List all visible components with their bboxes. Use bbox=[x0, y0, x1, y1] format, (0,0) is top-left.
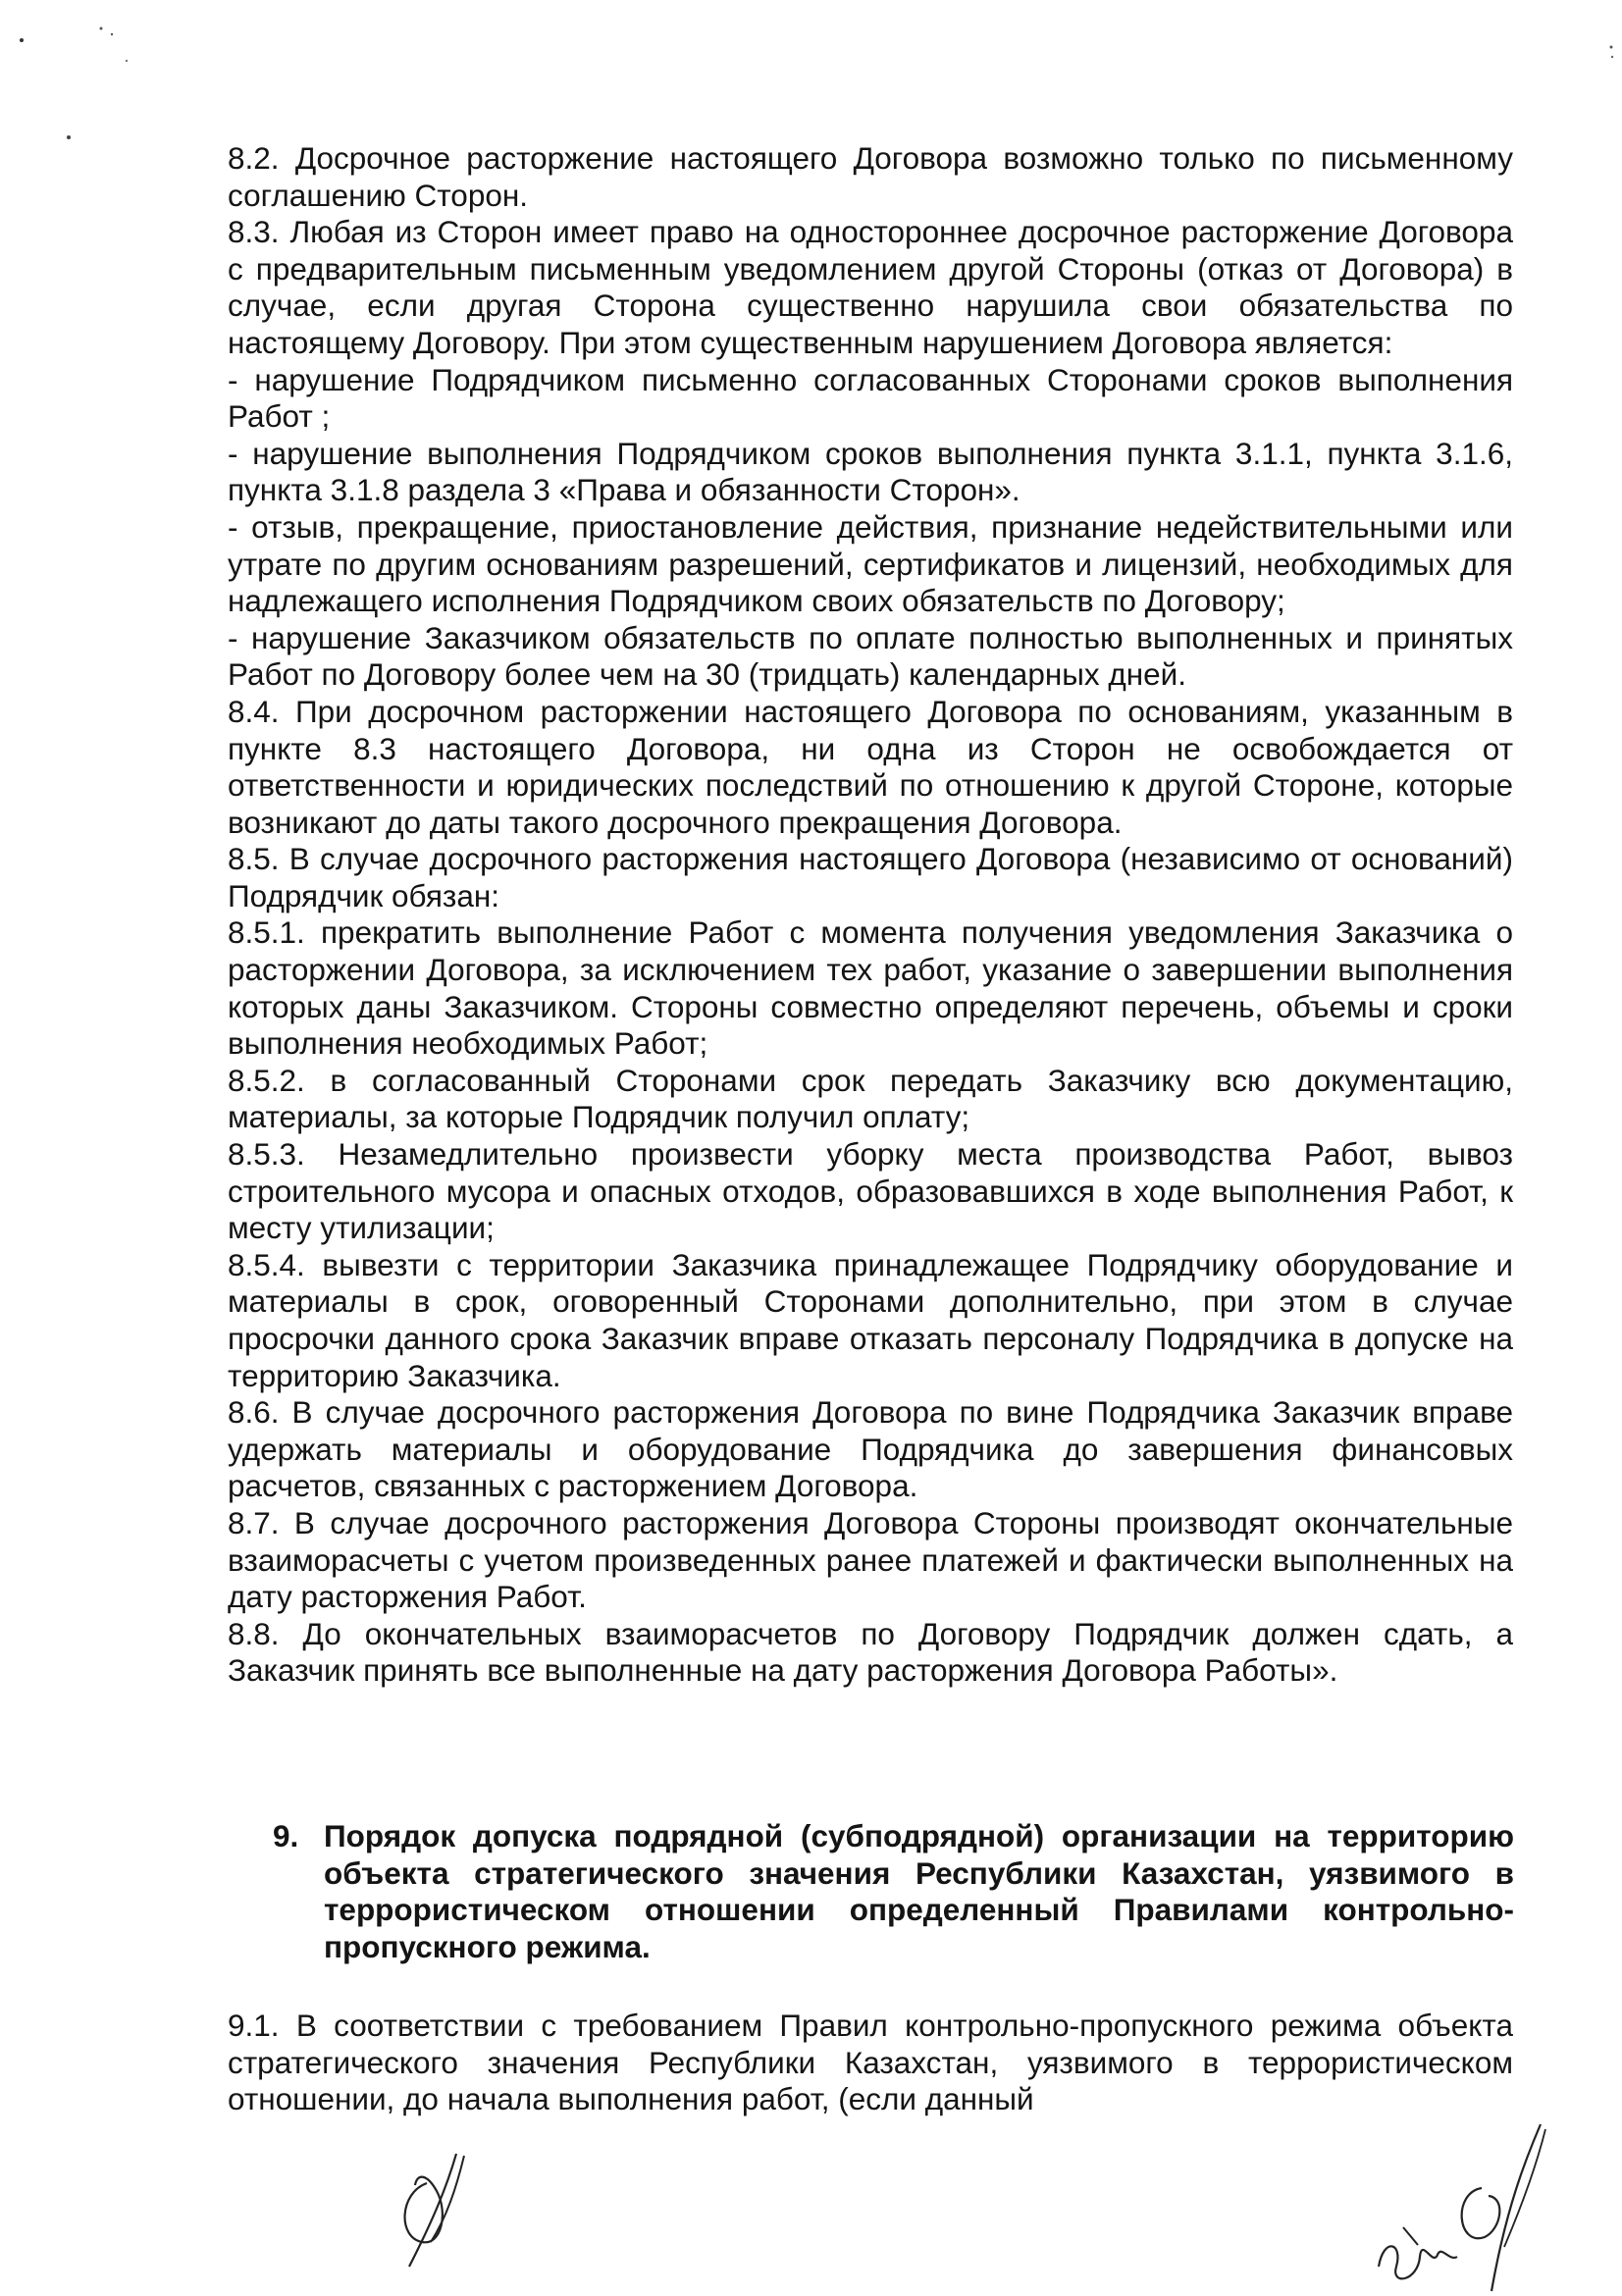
clause-8-2: 8.2. Досрочное расторжение настоящего Договора возможно только по письменному соглашению Сторон. bbox=[228, 140, 1513, 213]
clause-8-3-bullet-1: - нарушение Подрядчиком письменно согласованных Сторонами сроков выполнения Работ ; bbox=[228, 361, 1513, 435]
section-9-number: 9. bbox=[273, 1818, 299, 1853]
clause-8-3-bullet-4: - нарушение Заказчиком обязательств по оплате полностью выполненных и принятых Работ по Договору более чем на 30 (тридцать) календарных дней. bbox=[228, 619, 1513, 693]
clause-8-5-2: 8.5.2. в согласованный Сторонами срок передать Заказчику всю документацию, материалы, за которые Подрядчик получил оплату; bbox=[228, 1062, 1513, 1135]
clause-9-1: 9.1. В соответствии с требованием Правил контрольно-пропускного режима объекта стратегического значения Республики Казахстан, уязвимого в террористическом отношении, до начала выполнения работ, (если данный bbox=[228, 2008, 1513, 2117]
section-9-heading bbox=[273, 1818, 1514, 1965]
clause-8-5: 8.5. В случае досрочного расторжения настоящего Договора (независимо от оснований) Подрядчик обязан: bbox=[228, 841, 1513, 913]
clause-8-5-3: 8.5.3. Незамедлительно произвести уборку места производства Работ, вывоз строительного мусора и опасных отходов, образовавшихся в ходе выполнения Работ, к месту утилизации; bbox=[228, 1136, 1513, 1246]
clause-8-4: 8.4. При досрочном расторжении настоящего Договора по основаниям, указанным в пункте 8.3 настоящего Договора, ни одна из Сторон не освобождается от ответственности и юридических последствий по отношению к другой Стороне, которые возникают до даты такого досрочного прекращения Договора. bbox=[228, 693, 1513, 840]
clause-8-7: 8.7. В случае досрочного расторжения Договора Стороны производят окончательные взаиморасчеты с учетом произведенных ранее платежей и фактически выполненных на дату расторжения Работ. bbox=[228, 1504, 1513, 1615]
clause-8-5-4: 8.5.4. вывезти с территории Заказчика принадлежащее Подрядчику оборудование и материалы в срок, оговоренный Сторонами дополнительно, при этом в случае просрочки данного срока Заказчик вправе отказать персоналу Подрядчика в допуске на территорию Заказчика. bbox=[228, 1246, 1513, 1393]
clause-8-8: 8.8. До окончательных взаиморасчетов по Договору Подрядчик должен сдать, а Заказчик принять все выполненные на дату расторжения Договора Работы». bbox=[228, 1615, 1513, 1689]
clause-8-3-bullet-3: - отзыв, прекращение, приостановление действия, признание недействительными или утрате по другим основаниям разрешений, сертификатов и лицензий, необходимых для надлежащего исполнения Подрядчиком своих обязательств по Договору; bbox=[228, 508, 1513, 619]
clause-8-6: 8.6. В случае досрочного расторжения Договора по вине Подрядчика Заказчик вправе удержать материалы и оборудование Подрядчика до завершения финансовых расчетов, связанных с расторжением Договора. bbox=[228, 1394, 1513, 1504]
section-9-title: Порядок допуска подрядной (субподрядной) организации на территорию объекта стратегического значения Республики Казахстан, уязвимого в террористическом отношении определенный Правилами контрольно-пропускного режима. bbox=[324, 1818, 1514, 1964]
clause-8-3: 8.3. Любая из Сторон имеет право на одностороннее досрочное расторжение Договора с предварительным письменным уведомлением другой Стороны (отказ от Договора) в случае, если другая Сторона существенно нарушила свои обязательства по настоящему Договору. При этом существенным нарушением Договора является: bbox=[228, 214, 1513, 360]
left-signature bbox=[388, 2144, 496, 2271]
section-8-text bbox=[228, 140, 1513, 1690]
clause-8-3-bullet-2: - нарушение выполнения Подрядчиком сроков выполнения пункта 3.1.1, пункта 3.1.6, пункта 3.1.8 раздела 3 «Права и обязанности Сторон». bbox=[228, 435, 1513, 508]
right-signature bbox=[1359, 2119, 1555, 2296]
clause-8-5-1: 8.5.1. прекратить выполнение Работ с момента получения уведомления Заказчика о расторжении Договора, за исключением тех работ, указание о завершении выполнения которых даны Заказчиком. Стороны совместно определяют перечень, объемы и сроки выполнения необходимых Работ; bbox=[228, 914, 1513, 1062]
section-9-text bbox=[228, 2008, 1513, 2118]
